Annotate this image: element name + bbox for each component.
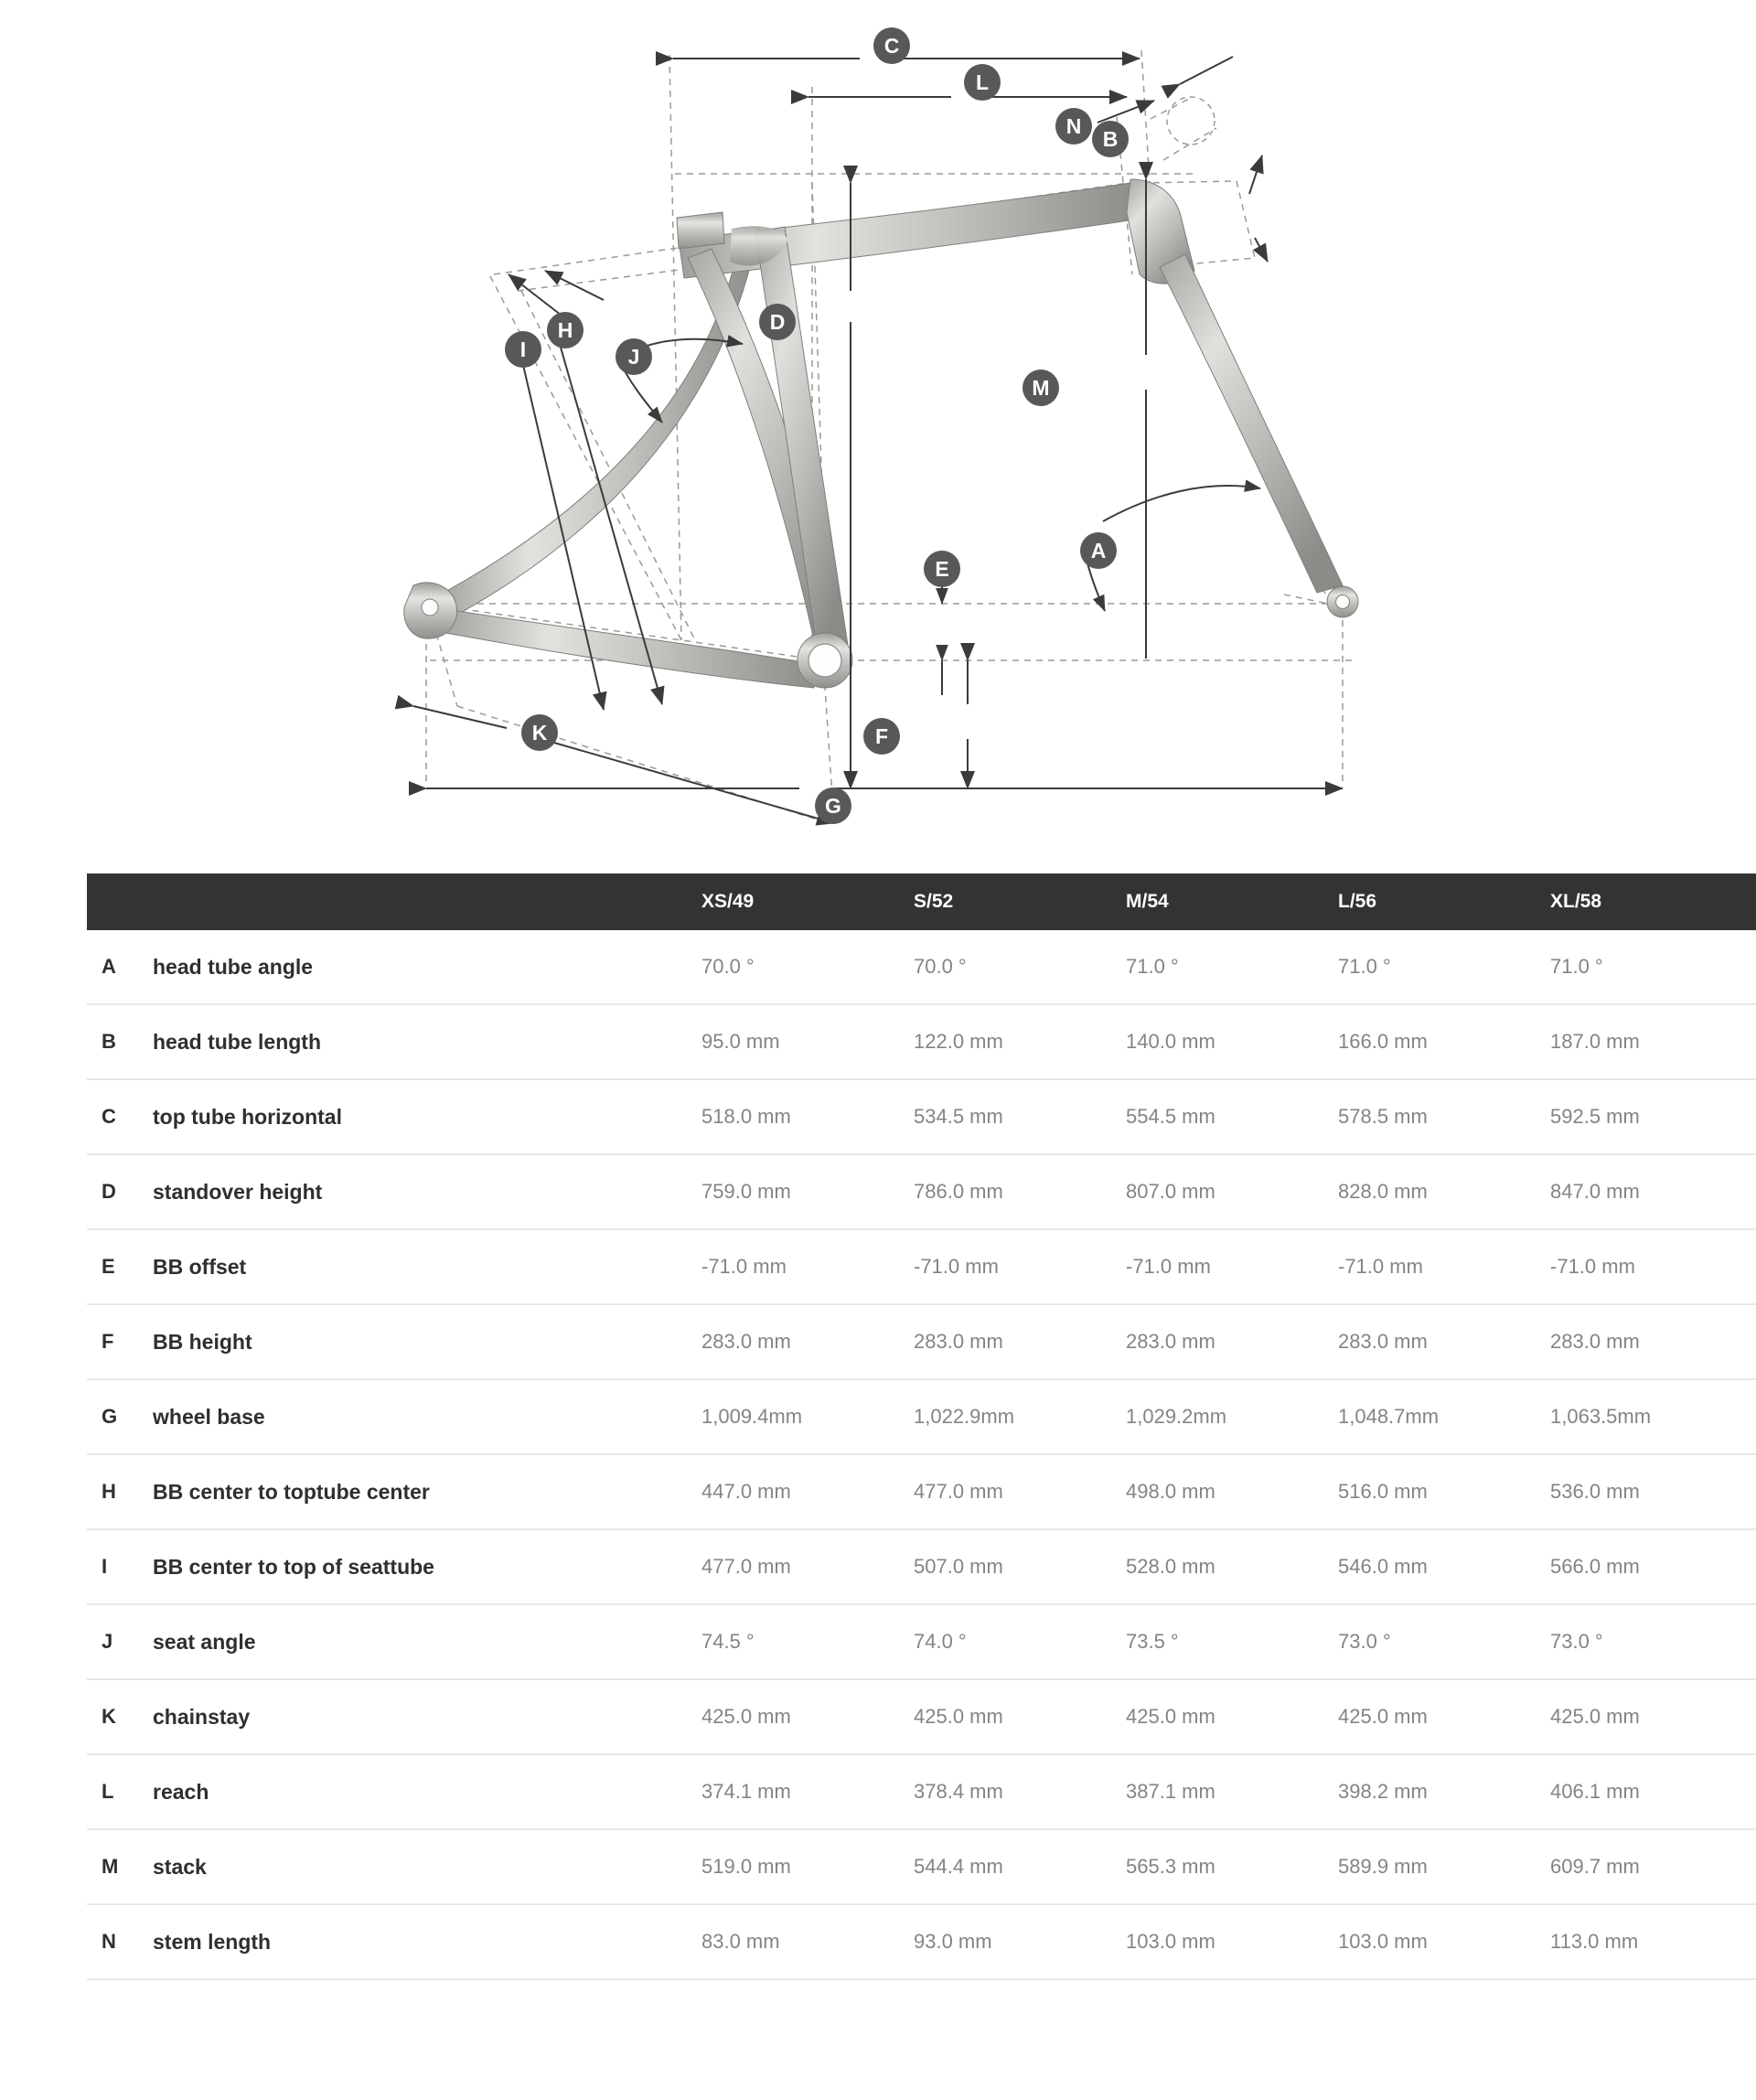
- row-value: 166.0 mm: [1333, 1004, 1545, 1079]
- row-value: 565.3 mm: [1120, 1829, 1333, 1904]
- callout-g: G: [815, 788, 851, 824]
- row-label: stem length: [153, 1904, 696, 1979]
- row-value: 498.0 mm: [1120, 1454, 1333, 1529]
- row-label: stack: [153, 1829, 696, 1904]
- table-row: [87, 1004, 1756, 1079]
- row-value: -71.0 mm: [908, 1229, 1120, 1304]
- header-size-m: M/54: [1120, 873, 1333, 930]
- row-value: 807.0 mm: [1120, 1154, 1333, 1229]
- row-letter: C: [87, 1079, 153, 1154]
- row-value: 71.0 °: [1545, 930, 1756, 1004]
- row-value: 425.0 mm: [1333, 1679, 1545, 1754]
- row-label: head tube length: [153, 1004, 696, 1079]
- callout-c: C: [873, 27, 910, 64]
- row-letter: H: [87, 1454, 153, 1529]
- row-letter: F: [87, 1304, 153, 1379]
- row-value: 589.9 mm: [1333, 1829, 1545, 1904]
- row-value: 536.0 mm: [1545, 1454, 1756, 1529]
- row-label: standover height: [153, 1154, 696, 1229]
- row-letter: K: [87, 1679, 153, 1754]
- row-value: 74.0 °: [908, 1604, 1120, 1679]
- row-value: 140.0 mm: [1120, 1004, 1333, 1079]
- row-value: 93.0 mm: [908, 1904, 1120, 1979]
- row-value: 70.0 °: [908, 930, 1120, 1004]
- row-value: 566.0 mm: [1545, 1529, 1756, 1604]
- row-value: 1,029.2mm: [1120, 1379, 1333, 1454]
- table-row: [87, 1379, 1756, 1454]
- callout-a: A: [1080, 532, 1117, 569]
- row-value: 1,022.9mm: [908, 1379, 1120, 1454]
- table-row: [87, 930, 1756, 1004]
- row-value: 283.0 mm: [1120, 1304, 1333, 1379]
- row-value: 73.0 °: [1545, 1604, 1756, 1679]
- row-value: 546.0 mm: [1333, 1529, 1545, 1604]
- row-value: 554.5 mm: [1120, 1079, 1333, 1154]
- callout-m: M: [1023, 370, 1059, 406]
- row-letter: B: [87, 1004, 153, 1079]
- row-value: 425.0 mm: [696, 1679, 908, 1754]
- row-value: 103.0 mm: [1120, 1904, 1333, 1979]
- row-value: 425.0 mm: [1120, 1679, 1333, 1754]
- row-value: 544.4 mm: [908, 1829, 1120, 1904]
- table-row: [87, 1679, 1756, 1754]
- row-label: BB center to toptube center: [153, 1454, 696, 1529]
- row-value: -71.0 mm: [1545, 1229, 1756, 1304]
- callout-n: N: [1055, 108, 1092, 145]
- row-value: 74.5 °: [696, 1604, 908, 1679]
- row-letter: D: [87, 1154, 153, 1229]
- row-value: 103.0 mm: [1333, 1904, 1545, 1979]
- callout-f: F: [863, 718, 900, 755]
- row-value: 528.0 mm: [1120, 1529, 1333, 1604]
- row-value: 73.0 °: [1333, 1604, 1545, 1679]
- row-value: 1,009.4mm: [696, 1379, 908, 1454]
- row-value: -71.0 mm: [696, 1229, 908, 1304]
- row-value: -71.0 mm: [1120, 1229, 1333, 1304]
- row-label: BB offset: [153, 1229, 696, 1304]
- row-value: 759.0 mm: [696, 1154, 908, 1229]
- row-letter: I: [87, 1529, 153, 1604]
- table-row: [87, 1904, 1756, 1979]
- callout-l: L: [964, 64, 1001, 101]
- row-value: 1,063.5mm: [1545, 1379, 1756, 1454]
- header-size-l: L/56: [1333, 873, 1545, 930]
- geometry-table-wrapper: [87, 873, 1715, 1980]
- callout-k: K: [521, 714, 558, 751]
- row-value: 70.0 °: [696, 930, 908, 1004]
- row-value: 283.0 mm: [696, 1304, 908, 1379]
- table-row: [87, 1604, 1756, 1679]
- row-value: 477.0 mm: [908, 1454, 1120, 1529]
- geometry-table: [87, 873, 1756, 1980]
- table-row: [87, 1829, 1756, 1904]
- row-value: 609.7 mm: [1545, 1829, 1756, 1904]
- row-value: 283.0 mm: [908, 1304, 1120, 1379]
- header-letter: [87, 873, 153, 930]
- row-letter: G: [87, 1379, 153, 1454]
- row-value: 187.0 mm: [1545, 1004, 1756, 1079]
- row-value: 95.0 mm: [696, 1004, 908, 1079]
- callout-d: D: [759, 304, 796, 340]
- row-value: 71.0 °: [1333, 930, 1545, 1004]
- frame-geometry-diagram: [0, 0, 1756, 851]
- row-value: 592.5 mm: [1545, 1079, 1756, 1154]
- header-size-xs: XS/49: [696, 873, 908, 930]
- row-value: 425.0 mm: [1545, 1679, 1756, 1754]
- header-size-xl: XL/58: [1545, 873, 1756, 930]
- table-row: [87, 1454, 1756, 1529]
- row-value: 507.0 mm: [908, 1529, 1120, 1604]
- row-label: head tube angle: [153, 930, 696, 1004]
- row-letter: L: [87, 1754, 153, 1829]
- row-letter: M: [87, 1829, 153, 1904]
- row-value: 283.0 mm: [1545, 1304, 1756, 1379]
- row-value: 374.1 mm: [696, 1754, 908, 1829]
- row-label: seat angle: [153, 1604, 696, 1679]
- row-letter: N: [87, 1904, 153, 1979]
- row-value: 83.0 mm: [696, 1904, 908, 1979]
- row-label: BB center to top of seattube: [153, 1529, 696, 1604]
- row-label: chainstay: [153, 1679, 696, 1754]
- row-value: 425.0 mm: [908, 1679, 1120, 1754]
- table-row: [87, 1529, 1756, 1604]
- row-value: 786.0 mm: [908, 1154, 1120, 1229]
- row-label: reach: [153, 1754, 696, 1829]
- row-value: 387.1 mm: [1120, 1754, 1333, 1829]
- row-label: wheel base: [153, 1379, 696, 1454]
- row-letter: A: [87, 930, 153, 1004]
- table-row: [87, 1754, 1756, 1829]
- header-size-s: S/52: [908, 873, 1120, 930]
- row-value: 113.0 mm: [1545, 1904, 1756, 1979]
- row-value: 283.0 mm: [1333, 1304, 1545, 1379]
- row-value: 516.0 mm: [1333, 1454, 1545, 1529]
- row-letter: J: [87, 1604, 153, 1679]
- row-label: top tube horizontal: [153, 1079, 696, 1154]
- callout-j: J: [616, 338, 652, 375]
- row-value: 122.0 mm: [908, 1004, 1120, 1079]
- row-value: 406.1 mm: [1545, 1754, 1756, 1829]
- callout-e: E: [924, 551, 960, 587]
- table-body: [87, 930, 1756, 1979]
- row-value: 73.5 °: [1120, 1604, 1333, 1679]
- row-value: 534.5 mm: [908, 1079, 1120, 1154]
- row-letter: E: [87, 1229, 153, 1304]
- row-label: BB height: [153, 1304, 696, 1379]
- row-value: 378.4 mm: [908, 1754, 1120, 1829]
- row-value: 1,048.7mm: [1333, 1379, 1545, 1454]
- row-value: 447.0 mm: [696, 1454, 908, 1529]
- row-value: 519.0 mm: [696, 1829, 908, 1904]
- table-row: [87, 1079, 1756, 1154]
- table-row: [87, 1304, 1756, 1379]
- row-value: 398.2 mm: [1333, 1754, 1545, 1829]
- row-value: 477.0 mm: [696, 1529, 908, 1604]
- row-value: 71.0 °: [1120, 930, 1333, 1004]
- callout-h: H: [547, 312, 584, 348]
- callout-b: B: [1092, 121, 1129, 157]
- table-row: [87, 1229, 1756, 1304]
- table-row: [87, 1154, 1756, 1229]
- header-measurement: [153, 873, 696, 930]
- row-value: 828.0 mm: [1333, 1154, 1545, 1229]
- row-value: 578.5 mm: [1333, 1079, 1545, 1154]
- row-value: 518.0 mm: [696, 1079, 908, 1154]
- row-value: 847.0 mm: [1545, 1154, 1756, 1229]
- table-head: [87, 873, 1756, 930]
- callout-i: I: [505, 331, 541, 368]
- table-header-row: [87, 873, 1756, 930]
- row-value: -71.0 mm: [1333, 1229, 1545, 1304]
